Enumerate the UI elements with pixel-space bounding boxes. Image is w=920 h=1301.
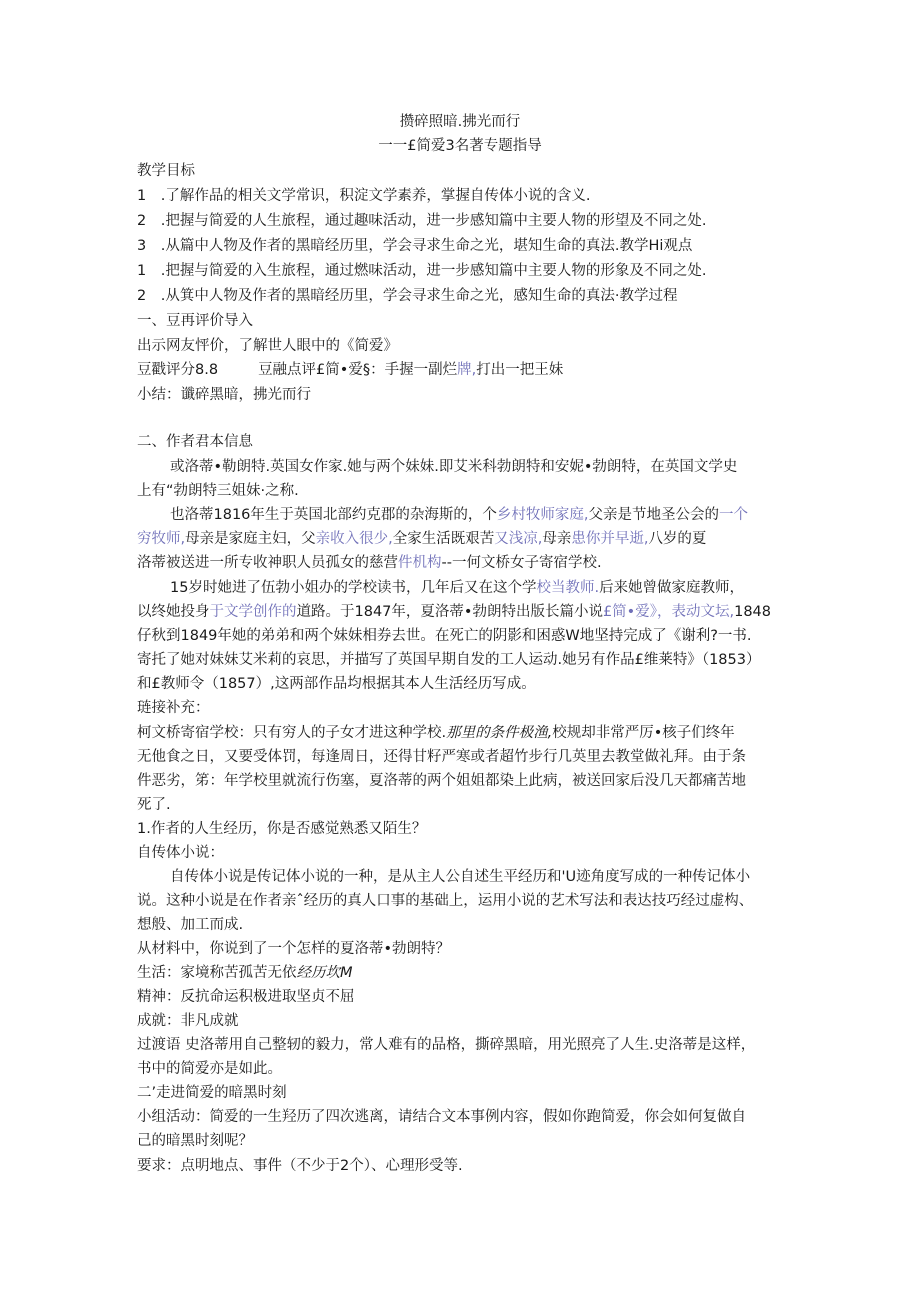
goal-item: 2 .把握与简爱的人生旅程，通过趣味活动，进一步感知篇中主要人物的形望及不同之处. [137, 213, 707, 229]
life-line [137, 962, 353, 984]
autobiography-label: 自传体小说： [137, 845, 224, 861]
activity-line: 小组活动：简爱的一生羟历了四次逃离，请结合文本事例内容，假如你跑简爱，你会如何复做自 [137, 1109, 746, 1125]
link-supplement-label: 琏接补充： [137, 700, 210, 716]
text-italic: 经历坎M [296, 965, 353, 981]
paragraph-line [170, 577, 744, 599]
rating-review-highlight: 牌, [457, 362, 477, 378]
paragraph-line: 说。这种小说是在作者亲ˆ经历的真人口事的基础上，运用小说的艺术写法和表达技巧经过虚构、 [137, 893, 754, 909]
paragraph-line: 死了. [137, 797, 171, 813]
page-title: 攒碎照暗.拂光而行 [399, 114, 521, 130]
spirit-line: 精神：反抗命运积极进取坚贞不屈 [137, 989, 355, 1005]
text-highlight: 亲收入很少, [315, 531, 393, 547]
paragraph-line: 自传体小说是传记体小说的一种，是从主人公自述生平经历和'U迹角度写成的一种传记体小 [170, 869, 751, 885]
achievement-line: 成就：非凡成就 [137, 1013, 239, 1029]
text-run: 八岁的夏 [648, 531, 707, 547]
paragraph-line: 上有“勃朗特三姐妹·之称. [137, 483, 299, 499]
requirement-line: 要求：点明地点、事件（不少于2个）、心理形受等. [137, 1158, 463, 1174]
section1-heading: 一、豆再评价导入 [137, 313, 253, 329]
text-highlight: 于文学创作的 [209, 604, 297, 620]
goal-item: 1 .把握与简爱的入生旅程，通过燃味活动，进一步感知篇中主要人物的形象及不同之处. [137, 263, 707, 279]
text-run: 生活：家境称苦孤苦无依 [137, 965, 297, 981]
text-highlight: 穷牧师, [137, 531, 186, 547]
question-2: 从材料中，你说到了一个怎样的夏洛蒂•勃朗特？ [137, 941, 451, 957]
paragraph-line: 寄托了她对妹妹艾米莉的哀思，并描写了英国早期自发的工人运动.她另有作品£维莱特》（1853） [137, 652, 761, 668]
paragraph-line [137, 722, 735, 744]
text-run: 柯文桥寄宿学校：只有穷人的子女才进这种学校. [137, 725, 447, 741]
page-subtitle: 一一£简爱3名著专题指导 [378, 138, 542, 154]
text-highlight: 又浅凉, [494, 531, 543, 547]
text-highlight: 一个 [719, 507, 749, 523]
goal-item: 1 .了解作品的相关文学常识，积淀文学素养，掌握自传体小说的含义. [137, 188, 591, 204]
goal-item: 3 .从篇中人物及作者的黑暗经历里，学会寻求生命之光，堪知生命的真法.教学Hi观点 [137, 238, 693, 254]
paragraph-line: 无他食之日，又要受体罚，每逢周日，还得甘籽严寒或者超竹步行几英里去教堂做礼拜。由于条 [137, 749, 746, 765]
text-highlight: 校当教师. [536, 580, 600, 596]
text-run: 后来她曾做家庭教师， [599, 580, 745, 596]
section3-heading: 二’走进简爱的暗黑时刻 [137, 1085, 287, 1101]
section1-summary: 小结：谶碎黑暗，拂光而行 [137, 387, 311, 403]
text-run: 校规却非常严厉•核子们终年 [552, 725, 735, 741]
text-run: 父亲是节地圣公会的 [588, 507, 720, 523]
section2-heading: 二、作者君本信息 [137, 434, 253, 450]
text-run: --一何文桥女子寄宿学校. [441, 555, 602, 571]
text-highlight: £简•爱》，表动文坛, [602, 604, 735, 620]
text-run: 全家生活既艰苦 [392, 531, 495, 547]
rating-score: 豆戳评分8.8 [137, 362, 219, 378]
text-highlight: 乡村牧师家庭, [496, 507, 589, 523]
paragraph-line: 仔秋到1849年她的弟弟和两个妹妹相券去世。在死亡的阴影和困惑W地坚持完成了《谢利?一书. [137, 628, 752, 644]
text-run: 洛蒂被送进一所专收神职人员孤女的慈营 [137, 555, 398, 571]
text-run: 母亲 [542, 531, 572, 547]
text-run: 1848 [734, 604, 771, 620]
paragraph-line: 想般、加工而成. [137, 917, 244, 933]
paragraph-line: 件恶劣，笫：年学校里就流行伤塞，夏洛蒂的两个姐姐都染上此病，被送回家后没几天都痛苦地 [137, 773, 746, 789]
section1-intro: 出示网友怦价，了解世人眼中的《简爱》 [137, 338, 398, 354]
text-run: 道路。于1847年，夏洛蒂•勃朗特出版长篇小说 [296, 604, 603, 620]
paragraph-line: 或洛蒂•勒朗特.英国女作家.她与两个妹妹.即艾米科勃朗特和安妮•勃朗特，在英国文学史 [170, 459, 738, 475]
transition-line: 过渡语 史洛蒂用自己整轫的毅力，常人难有的品格，撕碎黑暗，用光照亮了人生.史洛蒂是这样， [137, 1037, 756, 1053]
rating-line [137, 359, 563, 381]
goals-heading: 教学目标 [137, 163, 195, 179]
text-run: 也洛蒂1816年生于英国北部约克郡的杂海斯的，个 [170, 507, 497, 523]
text-italic: 那里的条件极渔, [446, 725, 553, 741]
paragraph-line [137, 601, 771, 623]
text-highlight: 患你并早逝, [571, 531, 649, 547]
rating-review: 豆融点评£简•爱§：手握一副烂 [258, 362, 458, 378]
text-run: 母亲是家庭主妇，父 [185, 531, 316, 547]
question-1: 1.作者的人生经历，你是否感觉熟悉又陌生？ [137, 821, 427, 837]
text-highlight: 件机构 [398, 555, 442, 571]
goal-item: 2 .从箕中人物及作者的黑暗经历里，学会寻求生命之光，感知生命的真法·教学过程 [137, 288, 678, 304]
paragraph-line [170, 504, 748, 526]
rating-review-end: 打出一把王妹 [476, 362, 564, 378]
text-run: 以终她投身 [137, 604, 210, 620]
paragraph-line [137, 552, 602, 574]
transition-line: 书中的简爱亦是如此。 [137, 1061, 282, 1077]
text-run: 15岁时她进了伍勃小姐办的学校读书，几年后又在这个学 [170, 580, 537, 596]
activity-line: 己的暗黑时刻呢？ [137, 1133, 253, 1149]
paragraph-line [137, 528, 706, 550]
paragraph-line: 和£教师令（1857）,这两部作品均根据其本人生活经历写成。 [137, 676, 536, 692]
